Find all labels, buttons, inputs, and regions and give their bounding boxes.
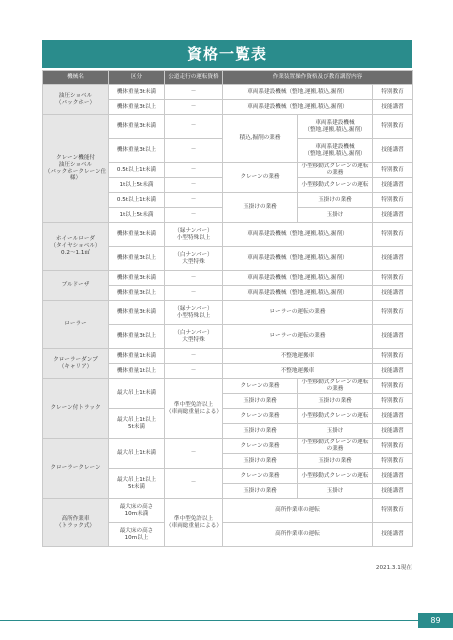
work-cell: クレーンの業務 xyxy=(223,439,298,454)
category-cell: 最大床の高さ 10m未満 xyxy=(109,499,165,523)
category-cell: 機体重量3t以上 xyxy=(109,247,165,271)
category-cell: 最大吊上1t以上 5t未満 xyxy=(109,469,165,499)
table-row xyxy=(43,379,413,394)
footer-rule xyxy=(0,620,418,621)
road-cell: － xyxy=(165,286,223,301)
header-road-license: 公道走行の運転資格 xyxy=(165,71,223,85)
education-cell: 技能講習 xyxy=(373,484,413,499)
category-cell: 0.5t以上1t未満 xyxy=(109,163,165,178)
work-cell: 玉掛けの業務 xyxy=(223,454,298,469)
road-cell: － xyxy=(165,364,223,379)
education-cell: 技能講習 xyxy=(373,100,413,115)
education-cell: 特別教育 xyxy=(373,454,413,469)
category-cell: 機体重量3t未満 xyxy=(109,115,165,139)
category-cell: 機体重量3t以上 xyxy=(109,286,165,301)
education-cell: 特別教育 xyxy=(373,301,413,325)
work-cell: 車両系建設機械（整地,運搬,積込,掘削） xyxy=(223,100,373,115)
work-cell: クレーンの業務 xyxy=(223,469,298,484)
as-of-date: 2021.3.1現在 xyxy=(375,565,412,571)
education-cell: 技能講習 xyxy=(373,208,413,223)
education-cell: 特別教育 xyxy=(373,379,413,394)
work-cell: 小型移動式クレーンの運転の業務 xyxy=(298,163,373,178)
category-cell: 機体重量1t以上 xyxy=(109,364,165,379)
education-cell: 技能講習 xyxy=(373,409,413,424)
work-cell: 不整地運搬車 xyxy=(223,349,373,364)
work-cell: 車両系建設機械（整地,運搬,積込,掘削） xyxy=(223,223,373,247)
education-cell: 技能講習 xyxy=(373,325,413,349)
machine-wheel-loader: ホイールローダ （タイヤショベル） 0.2～1.1㎥ xyxy=(43,223,109,271)
category-cell: 機体重量3t未満 xyxy=(109,85,165,100)
work-cell: 玉掛け xyxy=(298,208,373,223)
work-cell: 高所作業車の運転 xyxy=(223,499,373,523)
road-cell: － xyxy=(165,469,223,499)
road-cell: － xyxy=(165,178,223,193)
header-work-qualification: 作業装置操作資格及び教育講習内容 xyxy=(223,71,413,85)
header-row xyxy=(43,71,413,85)
education-cell: 技能講習 xyxy=(373,178,413,193)
work-cell: 積込,掘削の業務 xyxy=(223,115,298,163)
work-cell: 玉掛け xyxy=(298,424,373,439)
work-cell: 玉掛けの業務 xyxy=(223,424,298,439)
category-cell: 最大床の高さ 10m以上 xyxy=(109,523,165,547)
work-cell: 高所作業車の運転 xyxy=(223,523,373,547)
education-cell: 技能講習 xyxy=(373,286,413,301)
education-cell: 技能講習 xyxy=(373,469,413,484)
table-row xyxy=(43,115,413,139)
work-cell: 車両系建設機械（整地,運搬,積込,掘削） xyxy=(223,286,373,301)
road-cell: － xyxy=(165,271,223,286)
education-cell: 特別教育 xyxy=(373,223,413,247)
education-cell: 特別教育 xyxy=(373,349,413,364)
machine-crane-excavator: クレーン機能付 油圧ショベル （バックホークレーン仕様） xyxy=(43,115,109,223)
road-cell: － xyxy=(165,349,223,364)
work-cell: 玉掛けの業務 xyxy=(223,394,298,409)
education-cell: 技能講習 xyxy=(373,523,413,547)
category-cell: 機体重量3t以上 xyxy=(109,100,165,115)
work-cell: クレーンの業務 xyxy=(223,163,298,193)
page-number: 89 xyxy=(418,613,453,628)
work-cell: 玉掛けの業務 xyxy=(298,454,373,469)
work-cell: 玉掛けの業務 xyxy=(298,394,373,409)
machine-crane-truck: クレーン付トラック xyxy=(43,379,109,439)
road-cell: （緑ナンバー） 小型特殊以上 xyxy=(165,223,223,247)
machine-aerial-platform: 高所作業車 （トラック式） xyxy=(43,499,109,547)
education-cell: 特別教育 xyxy=(373,271,413,286)
education-cell: 特別教育 xyxy=(373,193,413,208)
table-row xyxy=(43,301,413,325)
work-cell: 小型移動式クレーンの運転 xyxy=(298,178,373,193)
category-cell: 機体重量3t未満 xyxy=(109,223,165,247)
education-cell: 特別教育 xyxy=(373,439,413,454)
work-cell: 玉掛け xyxy=(298,484,373,499)
qualification-table xyxy=(42,70,413,547)
work-cell: 車両系建設機械 （整地,運搬,積込,掘削） xyxy=(298,139,373,163)
education-cell: 技能講習 xyxy=(373,247,413,271)
table-row xyxy=(43,85,413,100)
road-cell: （緑ナンバー） 小型特殊以上 xyxy=(165,301,223,325)
road-cell: 準中型免許以上 （車両総重量による） xyxy=(165,379,223,439)
category-cell: 最大吊上1t以上 5t未満 xyxy=(109,409,165,439)
road-cell: （白ナンバー） 大型特殊 xyxy=(165,247,223,271)
page-title: 資格一覧表 xyxy=(42,40,412,68)
road-cell: － xyxy=(165,208,223,223)
machine-excavator: 油圧ショベル （バックホー） xyxy=(43,85,109,115)
education-cell: 特別教育 xyxy=(373,499,413,523)
education-cell: 特別教育 xyxy=(373,163,413,178)
category-cell: 機体重量1t未満 xyxy=(109,349,165,364)
road-cell: － xyxy=(165,439,223,469)
work-cell: 小型移動式クレーンの運転の業務 xyxy=(298,379,373,394)
education-cell: 技能講習 xyxy=(373,139,413,163)
category-cell: 1t以上5t未満 xyxy=(109,208,165,223)
education-cell: 特別教育 xyxy=(373,394,413,409)
education-cell: 特別教育 xyxy=(373,85,413,100)
work-cell: 車両系建設機械（整地,運搬,積込,掘削） xyxy=(223,271,373,286)
road-cell: － xyxy=(165,115,223,139)
road-cell: － xyxy=(165,100,223,115)
work-cell: ローラーの運転の業務 xyxy=(223,325,373,349)
work-cell: 車両系建設機械（整地,運搬,積込,掘削） xyxy=(223,85,373,100)
table-row xyxy=(43,271,413,286)
table-row xyxy=(43,439,413,454)
work-cell: 小型移動式クレーンの運転 xyxy=(298,409,373,424)
work-cell: 玉掛けの業務 xyxy=(223,484,298,499)
machine-bulldozer: ブルドーザ xyxy=(43,271,109,301)
work-cell: 不整地運搬車 xyxy=(223,364,373,379)
category-cell: 0.5t以上1t未満 xyxy=(109,193,165,208)
table-row xyxy=(43,223,413,247)
machine-roller: ローラー xyxy=(43,301,109,349)
work-cell: クレーンの業務 xyxy=(223,379,298,394)
education-cell: 技能講習 xyxy=(373,364,413,379)
road-cell: － xyxy=(165,163,223,178)
road-cell: （白ナンバー） 大型特殊 xyxy=(165,325,223,349)
header-category: 区分 xyxy=(109,71,165,85)
education-cell: 技能講習 xyxy=(373,424,413,439)
category-cell: 機体重量3t未満 xyxy=(109,271,165,286)
road-cell: － xyxy=(165,85,223,100)
road-cell: 準中型免許以上 （車両総重量による） xyxy=(165,499,223,547)
road-cell: － xyxy=(165,193,223,208)
category-cell: 最大吊上1t未満 xyxy=(109,379,165,409)
category-cell: 機体重量3t以上 xyxy=(109,325,165,349)
work-cell: 玉掛けの業務 xyxy=(223,193,298,223)
category-cell: 機体重量3t未満 xyxy=(109,301,165,325)
table-row xyxy=(43,499,413,523)
work-cell: 玉掛けの業務 xyxy=(298,193,373,208)
category-cell: 機体重量3t以上 xyxy=(109,139,165,163)
work-cell: 車両系建設機械（整地,運搬,積込,掘削） xyxy=(223,247,373,271)
work-cell: クレーンの業務 xyxy=(223,409,298,424)
work-cell: 小型移動式クレーンの運転の業務 xyxy=(298,439,373,454)
table-row xyxy=(43,349,413,364)
machine-crawler-dump: クローラーダンプ （キャリア） xyxy=(43,349,109,379)
machine-crawler-crane: クローラークレーン xyxy=(43,439,109,499)
road-cell: － xyxy=(165,139,223,163)
header-machine: 機械名 xyxy=(43,71,109,85)
category-cell: 1t以上5t未満 xyxy=(109,178,165,193)
education-cell: 特別教育 xyxy=(373,115,413,139)
work-cell: ローラーの運転の業務 xyxy=(223,301,373,325)
work-cell: 車両系建設機械 （整地,運搬,積込,掘削） xyxy=(298,115,373,139)
category-cell: 最大吊上1t未満 xyxy=(109,439,165,469)
work-cell: 小型移動式クレーンの運転 xyxy=(298,469,373,484)
